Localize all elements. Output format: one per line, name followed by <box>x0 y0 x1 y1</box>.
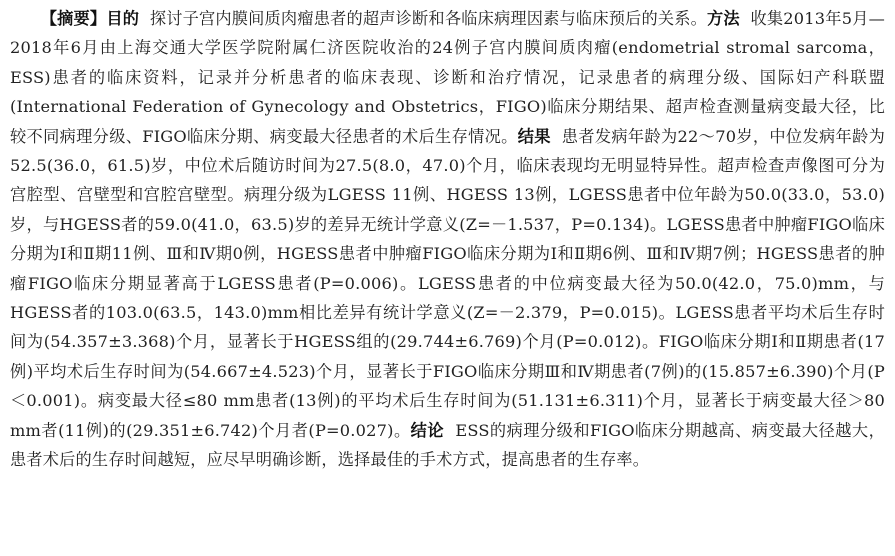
results-heading: 结果 <box>517 126 551 146</box>
methods-text: 收集2013年5月—2018年6月由上海交通大学医学院附属仁济医院收治的24例子宫内膜间质肉瘤(endometrial stromal sarcoma，ESS)患者的临床资料，记录并分析患者的临床表现、诊断和治疗情况，记录患者的病理分级、国际妇产科联盟(International Federation of Gynecology and Obstetrics，FIGO)临床分期结果、超声检查测量病变最大径，比较不同病理分级、FIGO临床分期、病变最大径患者的术后生存情况。 <box>10 9 885 146</box>
conclusion-heading: 结论 <box>410 420 445 440</box>
objective-heading: 目的 <box>106 9 140 28</box>
conclusion-text: ESS的病理分级和FIGO临床分期越高、病变最大径越大，患者术后的生存时间越短，应尽早明确诊断，选择最佳的手术方式，提高患者的生存率。 <box>10 420 885 470</box>
methods-heading: 方法 <box>707 9 740 28</box>
abstract-label: 【摘要】 <box>40 9 107 28</box>
results-text: 患者发病年龄为22～70岁，中位发病年龄为52.5(36.0，61.5)岁，中位术后随访时间为27.5(8.0，47.0)个月，临床表现均无明显特异性。超声检查声像图可分为宫腔型、宫壁型和宫腔宫壁型。病理分级为LGESS 11例、HGESS 13例，LGESS患者中位年龄为50.0(33.0，53.0)岁，与HGESS者的59.0(41.0，63.5)岁的差异无统计学意义(Z=－1.537，P=0.134)。LGESS患者中肿瘤FIGO临床分期为Ⅰ和Ⅱ期11例、Ⅲ和Ⅳ期0例，HGESS患者中肿瘤FIGO临床分期为Ⅰ和Ⅱ期6例、Ⅲ和Ⅳ期7例；HGESS患者的肿瘤FIGO临床分期显著高于LGESS患者(P=0.006)。LGESS患者的中位病变最大径为50.0(42.0，75.0)mm，与HGESS者的103.0(63.5，143.0)mm相比差异有统计学意义(Z=－2.379，P=0.015)。LGESS患者平均术后生存时间为(54.357±3.368)个月，显著长于HGESS组的(29.744±6.769)个月(P=0.012)。FIGO临床分期Ⅰ和Ⅱ期患者(17例)平均术后生存时间为(54.667±4.523)个月，显著长于FIGO临床分期Ⅲ和Ⅳ期患者(7例)的(15.857±6.390)个月(P＜0.001)。病变最大径≤80 mm患者(13例)的平均术后生存时间为(51.131±6.311)个月，显著长于病变最大径＞80 mm者(11例)的(29.351±6.742)个月者(P=0.027)。 <box>10 126 885 440</box>
objective-text: 探讨子宫内膜间质肉瘤患者的超声诊断和各临床病理因素与临床预后的关系。 <box>149 9 708 28</box>
